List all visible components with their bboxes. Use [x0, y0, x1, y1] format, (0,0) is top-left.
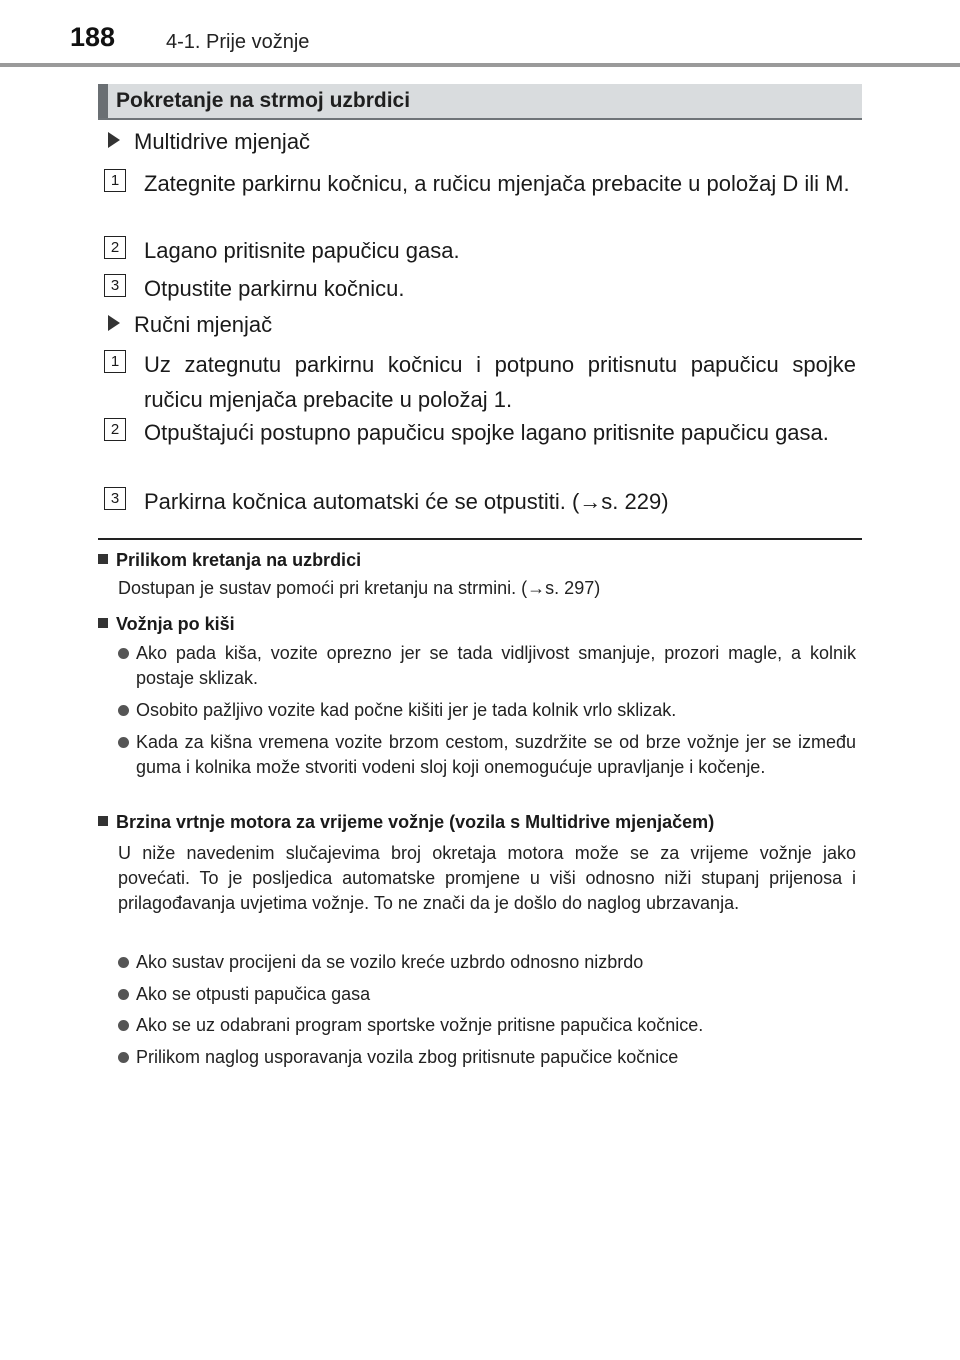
- step-item: [104, 484, 856, 519]
- section-title-bar: [98, 84, 862, 120]
- circle-bullet-icon: [118, 1052, 129, 1063]
- list-item-text: Kada za kišna vremena vozite brzom cestom, suzdržite se od brze vožnje jer se između guma i kolnika može stvoriti vodeni sloj koji onemogućuje upravljanje i kočenje.: [136, 732, 856, 777]
- note-heading: [98, 812, 714, 833]
- triangle-bullet-icon: [108, 315, 120, 331]
- page-header: [0, 0, 960, 66]
- list-item: [118, 982, 856, 1007]
- list-item-text: Ako se uz odabrani program sportske vožnje pritisne papučica kočnice.: [136, 1015, 704, 1035]
- note-text: Dostupan je sustav pomoći pri kretanju na strmini. (→s. 297): [118, 578, 601, 598]
- section-accent: [98, 84, 108, 118]
- circle-bullet-icon: [118, 737, 129, 748]
- step-number-box: 3: [104, 487, 126, 510]
- step-item: [104, 347, 856, 417]
- note-text: U niže navedenim slučajevima broj okretaja motora može se za vrijeme vožnje jako povećati. To je posljedica automatske promjene u viši odnosno niži stupanj prijenosa i prilagođavanja uvjetima vožnje. To ne znači da je došlo do naglog ubrzavanja.: [118, 843, 856, 913]
- step-number-box: 2: [104, 418, 126, 441]
- list-item-text: Ako pada kiša, vozite oprezno jer se tada vidljivost smanjuje, prozori magle, a kolnik postaje sklizak.: [136, 643, 856, 688]
- subheading-label: Multidrive mjenjač: [134, 129, 311, 154]
- note-heading-label: Brzina vrtnje motora za vrijeme vožnje (vozila s Multidrive mjenjačem): [116, 812, 715, 832]
- circle-bullet-icon: [118, 705, 129, 716]
- list-item: [118, 1013, 856, 1038]
- list-item: [118, 698, 856, 723]
- circle-bullet-icon: [118, 648, 129, 659]
- subheading-multidrive: [108, 129, 310, 155]
- step-number-box: 3: [104, 274, 126, 297]
- chapter-title: 4-1. Prije vožnje: [166, 31, 310, 53]
- note-heading: [98, 550, 361, 571]
- circle-bullet-icon: [118, 989, 129, 1000]
- header-divider: [0, 63, 960, 67]
- note-heading: [98, 614, 235, 635]
- step-text: Uz zategnutu parkirnu kočnicu i potpuno pritisnutu papučicu spojke ručicu mjenjača prebacite u položaj 1.: [144, 352, 856, 412]
- list-item: [118, 1045, 856, 1070]
- list-item-text: Ako sustav procijeni da se vozilo kreće uzbrdo odnosno nizbrdo: [136, 952, 644, 972]
- list-item: [118, 730, 856, 780]
- step-number-box: 2: [104, 236, 126, 259]
- note-heading-label: Vožnja po kiši: [116, 614, 235, 634]
- step-item: [104, 233, 856, 268]
- note-heading-label: Prilikom kretanja na uzbrdici: [116, 550, 362, 570]
- list-item-text: Prilikom naglog usporavanja vozila zbog pritisnute papučice kočnice: [136, 1047, 679, 1067]
- section-divider: [98, 538, 862, 540]
- page-number: 188: [70, 22, 116, 52]
- section-title: Pokretanje na strmoj uzbrdici: [116, 89, 411, 112]
- step-text: Otpuštajući postupno papučicu spojke lagano pritisnite papučicu gasa.: [144, 420, 829, 445]
- step-text: Lagano pritisnite papučicu gasa.: [144, 238, 460, 263]
- circle-bullet-icon: [118, 957, 129, 968]
- square-bullet-icon: [98, 554, 108, 564]
- circle-bullet-icon: [118, 1020, 129, 1031]
- list-item-text: Ako se otpusti papučica gasa: [136, 984, 371, 1004]
- step-number-box: 1: [104, 169, 126, 192]
- step-item: [104, 166, 856, 201]
- square-bullet-icon: [98, 618, 108, 628]
- step-number-box: 1: [104, 350, 126, 373]
- step-text: Parkirna kočnica automatski će se otpustiti. (→s. 229): [144, 489, 669, 514]
- step-item: [104, 271, 856, 306]
- subheading-manual: [108, 312, 272, 338]
- step-item: [104, 415, 856, 450]
- step-text: Otpustite parkirnu kočnicu.: [144, 276, 405, 301]
- subheading-label: Ručni mjenjač: [134, 312, 273, 337]
- step-text: Zategnite parkirnu kočnicu, a ručicu mjenjača prebacite u položaj D ili M.: [144, 171, 850, 196]
- list-item-text: Osobito pažljivo vozite kad počne kišiti jer je tada kolnik vrlo sklizak.: [136, 700, 677, 720]
- square-bullet-icon: [98, 816, 108, 826]
- triangle-bullet-icon: [108, 132, 120, 148]
- list-item: [118, 641, 856, 691]
- list-item: [118, 950, 856, 975]
